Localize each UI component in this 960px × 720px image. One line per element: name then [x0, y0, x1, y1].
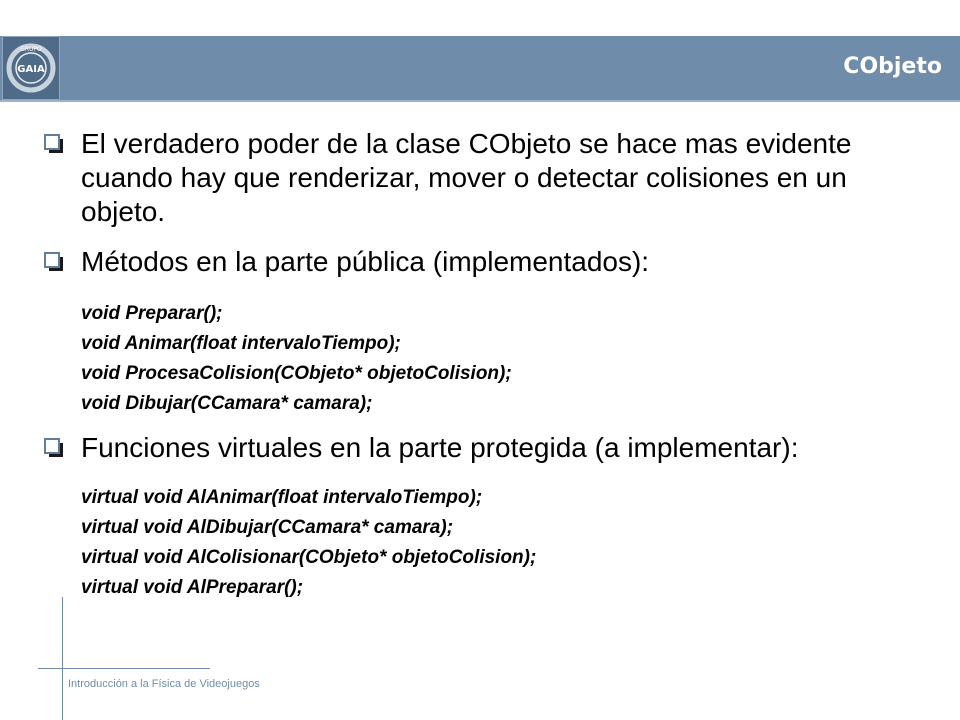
checkbox-icon — [44, 134, 64, 154]
footer-vertical-divider — [62, 597, 63, 720]
checkbox-icon — [44, 252, 64, 272]
bullet-item — [44, 245, 924, 279]
protected-methods-list — [81, 483, 536, 603]
gaia-logo-icon — [2, 36, 60, 100]
code-line: void Animar(float intervaloTiempo); — [81, 333, 401, 354]
title-bar-divider — [0, 100, 960, 102]
bullet-item — [44, 127, 924, 229]
bullet-text: El verdadero poder de la clase CObjeto se hace mas evidente cuando hay que renderizar, mover o detectar colisiones en un objeto. — [81, 128, 852, 227]
code-line: virtual void AlDibujar(CCamara* camara); — [81, 517, 454, 538]
footer-horizontal-divider — [38, 668, 210, 669]
svg-text:GAIA: GAIA — [17, 64, 45, 75]
code-line: virtual void AlAnimar(float intervaloTiempo); — [81, 487, 483, 508]
code-line: virtual void AlColisionar(CObjeto* objetoColision); — [81, 547, 537, 568]
page-title: CObjeto — [843, 54, 942, 79]
svg-text:GRUPO: GRUPO — [20, 46, 42, 53]
bullet-text: Funciones virtuales en la parte protegida (a implementar): — [81, 432, 799, 463]
title-bar — [0, 36, 960, 100]
code-line: void Preparar(); — [81, 303, 223, 324]
bullet-text: Métodos en la parte pública (implementados): — [81, 246, 650, 277]
code-line: void Dibujar(CCamara* camara); — [81, 393, 373, 414]
bullet-item — [44, 431, 924, 465]
code-line: virtual void AlPreparar(); — [81, 577, 304, 598]
footer-text: Introducción a la Física de Videojuegos — [68, 678, 260, 690]
code-line: void ProcesaColision(CObjeto* objetoColision); — [81, 363, 512, 384]
checkbox-icon — [44, 438, 64, 458]
public-methods-list — [81, 299, 512, 419]
